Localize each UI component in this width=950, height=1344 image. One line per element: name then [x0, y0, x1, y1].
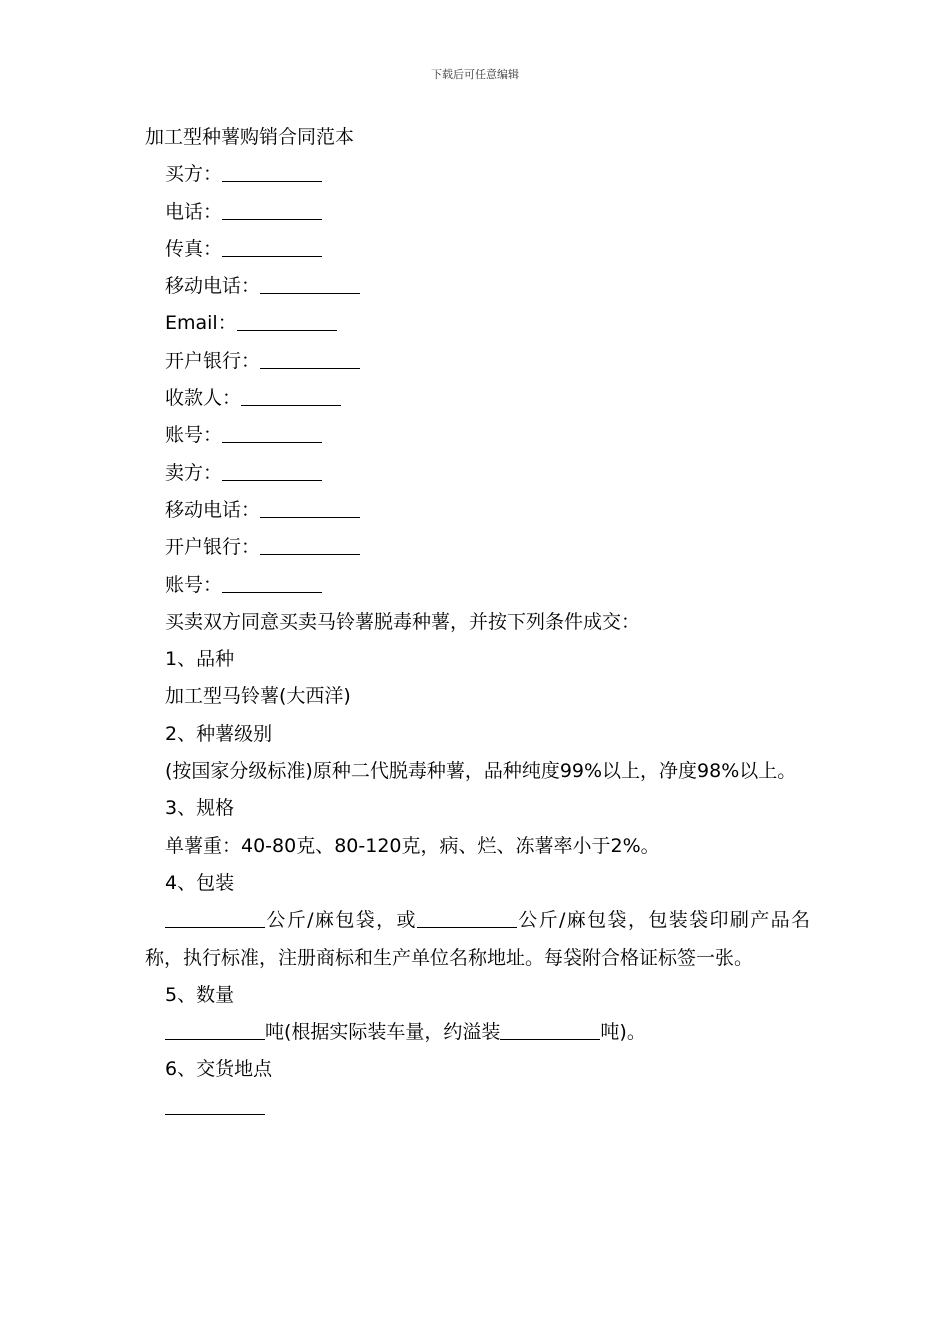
- document-title: 加工型种薯购销合同范本: [145, 126, 355, 148]
- blank-line: [222, 461, 322, 481]
- packaging-text-1: 公斤/麻包袋，或: [265, 909, 417, 932]
- section-heading-packaging: 4、包装: [165, 871, 235, 894]
- section-heading-grade: 2、种薯级别: [165, 722, 273, 745]
- page-header-note: 下载后可任意编辑: [431, 68, 519, 81]
- section-text-spec: 单薯重：40-80克、80-120克，病、烂、冻薯率小于2%。: [165, 834, 660, 857]
- field-label: 收款人：: [165, 387, 242, 410]
- blank-line: [165, 1020, 265, 1040]
- section-text-delivery: [145, 1089, 810, 1126]
- contract-body: [145, 119, 810, 1126]
- blank-line: [165, 1095, 265, 1115]
- field-label: 移动电话：: [165, 498, 261, 521]
- quantity-text-2: 吨)。: [600, 1021, 646, 1044]
- field-bank: [145, 343, 810, 380]
- section-text-variety: 加工型马铃薯(大西洋): [165, 685, 351, 708]
- section-text-quantity: [145, 1014, 810, 1051]
- blank-line: [222, 423, 322, 443]
- blank-line: [241, 386, 341, 406]
- field-label: Email：: [165, 312, 237, 335]
- blank-line: [222, 162, 322, 182]
- field-fax: [145, 231, 810, 268]
- field-label: 账号：: [165, 424, 223, 447]
- blank-line: [222, 237, 322, 257]
- blank-line: [165, 908, 265, 928]
- section-text-grade: (按国家分级标准)原种二代脱毒种薯，品种纯度99%以上，净度98%以上。: [165, 760, 797, 783]
- field-label: 开户银行：: [165, 536, 261, 559]
- field-label: 卖方：: [165, 461, 223, 484]
- section-text-packaging: [145, 902, 810, 977]
- field-seller-account: [145, 567, 810, 604]
- section-heading-quantity: 5、数量: [165, 983, 235, 1006]
- blank-line: [500, 1020, 600, 1040]
- field-phone: [145, 194, 810, 231]
- field-payee: [145, 380, 810, 417]
- packaging-text-2: 公斤/麻包袋，包装袋印刷产品名称，执行标准，注册商标和生产单位名称地址。每袋附合格证标签一张。: [145, 909, 811, 969]
- field-account: [145, 417, 810, 454]
- field-seller-bank: [145, 529, 810, 566]
- blank-line: [260, 498, 360, 518]
- field-label: 传真：: [165, 237, 223, 260]
- field-seller: [145, 455, 810, 492]
- field-buyer: [145, 156, 810, 193]
- section-heading-variety: 1、品种: [165, 648, 235, 671]
- intro-text: 买卖双方同意买卖马铃薯脱毒种薯，并按下列条件成交：: [165, 610, 641, 633]
- blank-line: [260, 535, 360, 555]
- field-mobile: [145, 268, 810, 305]
- field-seller-mobile: [145, 492, 810, 529]
- blank-line: [222, 200, 322, 220]
- section-heading-delivery: 6、交货地点: [165, 1058, 273, 1081]
- quantity-text-1: 吨(根据实际装车量，约溢装: [265, 1021, 501, 1044]
- field-email: [145, 305, 810, 342]
- section-heading-spec: 3、规格: [165, 797, 235, 820]
- blank-line: [222, 573, 322, 593]
- blank-line: [260, 274, 360, 294]
- blank-line: [260, 349, 360, 369]
- field-label: 账号：: [165, 573, 223, 596]
- field-label: 开户银行：: [165, 349, 261, 372]
- blank-line: [237, 311, 337, 331]
- field-label: 买方：: [165, 163, 223, 186]
- blank-line: [417, 908, 517, 928]
- field-label: 电话：: [165, 200, 223, 223]
- field-label: 移动电话：: [165, 275, 261, 298]
